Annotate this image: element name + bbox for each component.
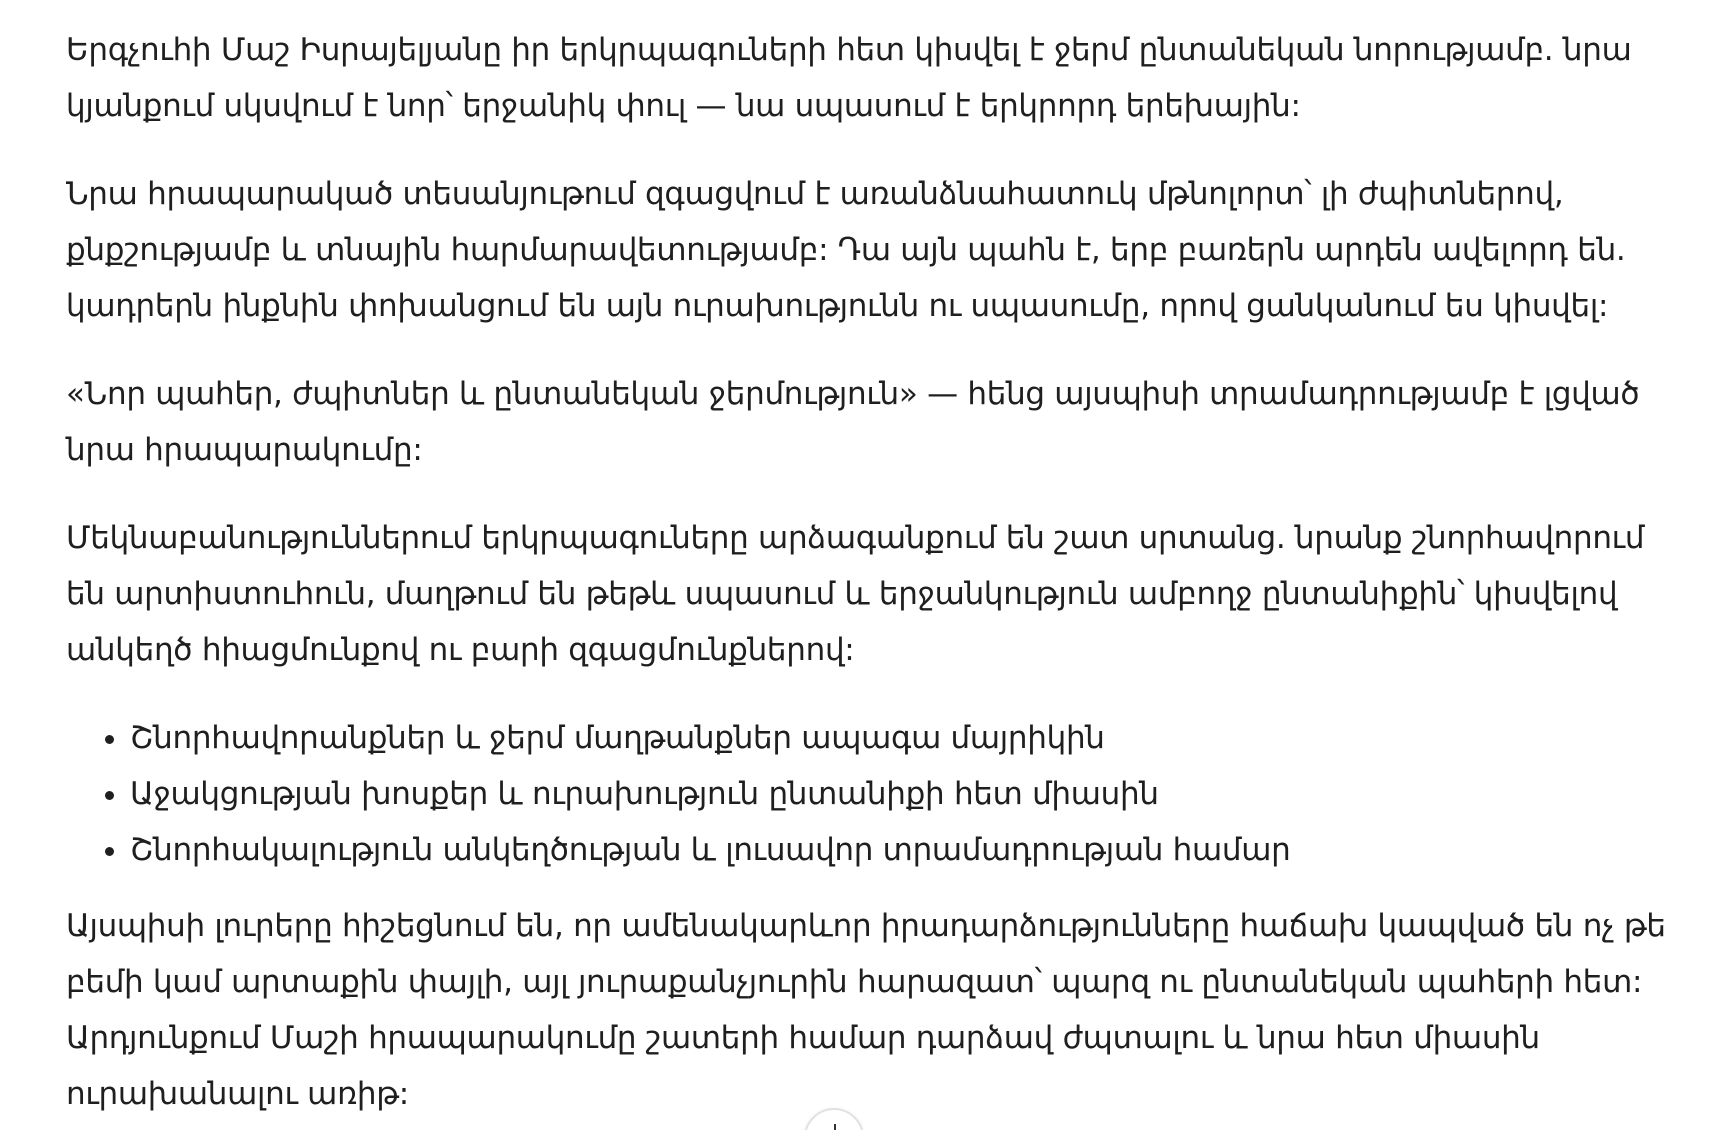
paragraph-closing: Այսպիսի լուրերը հիշեցնում են, որ ամենակարևոր իրադարձությունները հաճախ կապված են ոչ թե բեմի կամ արտաքին փայլի, այլ յուրաքանչյուրին հարազատ՝ պարզ ու ընտանեկան պահերի հետ: Արդյունքում Մաշի հրապարակումը շատերի համար դարձավ ժպտալու և նրա հետ միասին ուրախանալու առիթ: xyxy=(66,908,1666,1112)
paragraph-quote: «Նոր պահեր, ժպիտներ և ընտանեկան ջերմություն» — հենց այսպիսի տրամադրությամբ է լցված նրա հրապարակումը: xyxy=(66,376,1640,468)
arrow-down-icon xyxy=(834,1124,836,1130)
list-item: • Շնորհակալություն անկեղծության և լուսավոր տրամադրության համար xyxy=(130,822,1676,878)
paragraph-intro: Երգչուհի Մաշ Իսրայելյանը իր երկրպագուների հետ կիսվել է ջերմ ընտանեկան նորությամբ. նրա կյանքում սկսվում է նոր՝ երջանիկ փուլ — նա սպասում է երկրորդ երեխային: xyxy=(66,32,1632,124)
list-item: • Աջակցության խոսքեր և ուրախություն ընտանիքի հետ միասին xyxy=(130,766,1676,822)
list-item: • Շնորհավորանքներ և ջերմ մաղթանքներ ապագա մայրիկին xyxy=(130,710,1676,766)
paragraph-video: Նրա հրապարակած տեսանյութում զգացվում է առանձնահատուկ մթնոլորտ՝ լի ժպիտներով, քնքշությամբ և տնային հարմարավետությամբ: Դա այն պահն է, երբ բառերն արդեն ավելորդ են. կադրերն ինքնին փոխանցում են այն ուրախությունն ու սպասումը, որով ցանկանում ես կիսվել: xyxy=(66,176,1626,324)
article-body xyxy=(66,22,1676,1130)
bullet-list xyxy=(66,710,1676,878)
paragraph-comments: Մեկնաբանություններում երկրպագուները արձագանքում են շատ սրտանց. նրանք շնորհավորում են արտիստուհուն, մաղթում են թեթև սպասում և երջանկություն ամբողջ ընտանիքին՝ կիսվելով անկեղծ հիացմունքով ու բարի զգացմունքներով: xyxy=(66,520,1645,668)
